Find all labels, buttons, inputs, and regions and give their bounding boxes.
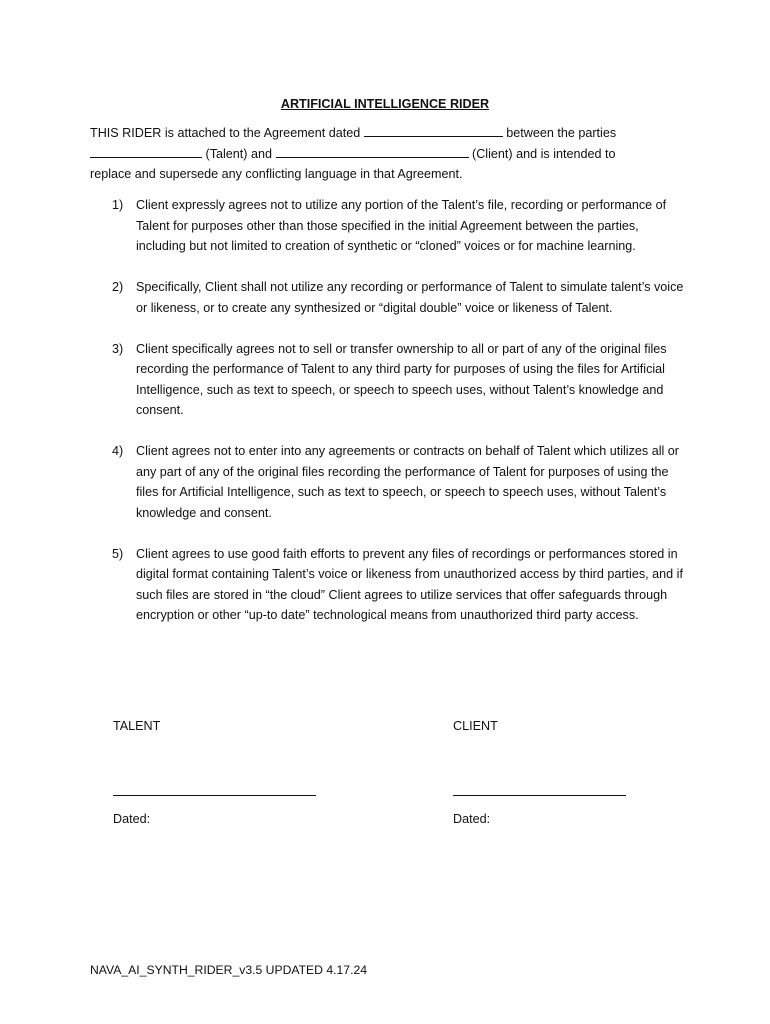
- clause-number: 1): [112, 198, 124, 212]
- clause-text: Client expressly agrees not to utilize any portion of the Talent’s file, recording or performance of Talent for purposes other than those specified in the initial Agreement between the parties, including but not limited to creation of synthetic or “cloned” voices or for machine learning.: [136, 198, 667, 253]
- client-label: CLIENT: [453, 719, 498, 733]
- clause-number: 3): [112, 341, 124, 356]
- talent-dated-label: Dated:: [113, 811, 151, 826]
- client-signature-line[interactable]: [453, 795, 626, 796]
- document-footer: NAVA_AI_SYNTH_RIDER_v3.5 UPDATED 4.17.24: [90, 963, 368, 977]
- document-title: ARTIFICIAL INTELLIGENCE RIDER: [280, 97, 490, 111]
- talent-signature-block: [113, 716, 363, 829]
- intro-text-client: (Client) and is intended to: [472, 146, 616, 161]
- intro-text-supersede: replace and supersede any conflicting language in that Agreement.: [90, 167, 463, 181]
- client-name-blank[interactable]: [276, 144, 469, 158]
- clause-number: 5): [112, 546, 124, 561]
- clause-2: [90, 277, 690, 318]
- clause-number: 4): [112, 444, 124, 458]
- clause-5: [90, 544, 690, 626]
- talent-label: TALENT: [113, 719, 161, 733]
- client-signature-block: [453, 716, 703, 829]
- clause-number: 2): [112, 280, 124, 294]
- clause-1: [90, 195, 690, 257]
- intro-text-agreement: THIS RIDER is attached to the Agreement dated: [90, 126, 361, 140]
- clause-text: Client agrees to use good faith efforts to prevent any files of recordings or performances stored in digital format containing Talent’s voice or likeness from unauthorized access by third parties, and if such files are stored in “the cloud” Client agrees to utilize services that offer safeguards through encryption or other “up-to date” technological means from unauthorized third party access.: [136, 546, 683, 622]
- intro-text-talent: (Talent) and: [205, 146, 273, 161]
- clause-3: [90, 339, 690, 421]
- clause-text: Client agrees not to enter into any agreements or contracts on behalf of Talent which utilizes all or any part of any of the original files recording the performance of Talent for purposes of using the files for Artificial Intelligence, such as text to speech, or speech to speech uses, without Talent’s knowledge and consent.: [136, 444, 680, 520]
- client-dated-label: Dated:: [453, 811, 491, 826]
- clause-text: Client specifically agrees not to sell or transfer ownership to all or part of any of the original files recording the performance of Talent to any third party for purposes of using the files for Artificial Intelligence, such as text to speech, or speech to speech uses, without Talent’s knowledge and consent.: [136, 341, 667, 417]
- clause-text: Specifically, Client shall not utilize any recording or performance of Talent to simulate talent’s voice or likeness, or to create any synthesized or “digital double” voice or likeness of Talent.: [136, 280, 684, 315]
- intro-text-parties: between the parties: [506, 126, 617, 140]
- talent-signature-line[interactable]: [113, 795, 316, 796]
- clause-4: [90, 441, 690, 523]
- intro-paragraph: [90, 123, 690, 185]
- clauses-list: [90, 195, 690, 646]
- talent-name-blank[interactable]: [90, 144, 202, 158]
- agreement-date-blank[interactable]: [364, 123, 503, 137]
